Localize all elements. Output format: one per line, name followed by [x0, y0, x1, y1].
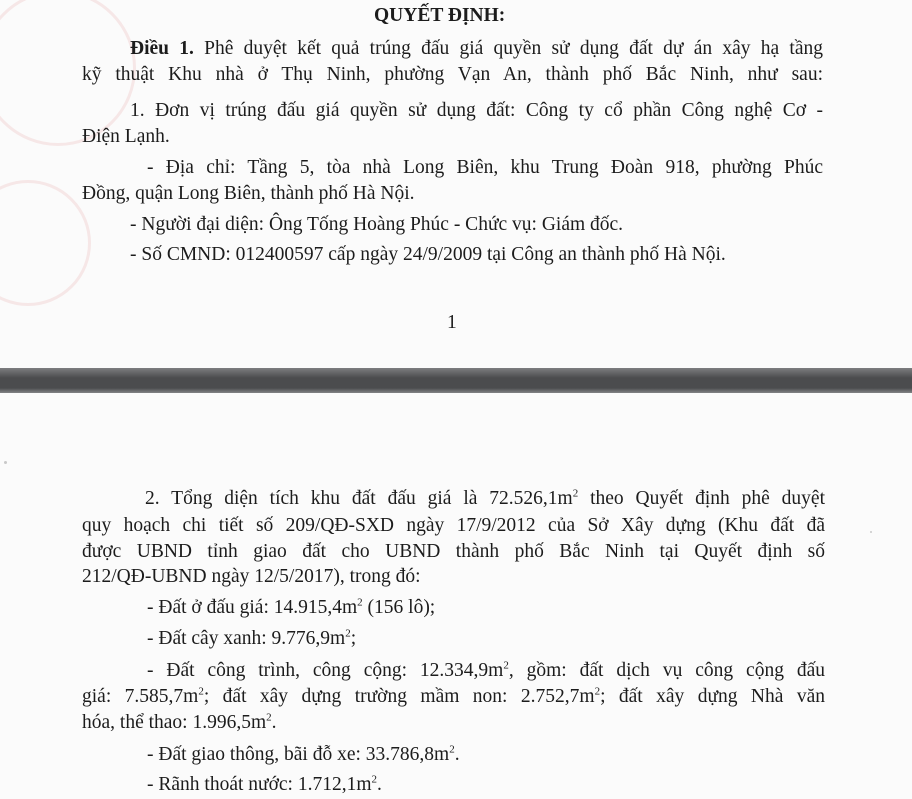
- representative-line: - Người đại diện: Ông Tống Hoàng Phúc - Chức vụ: Giám đốc.: [130, 214, 624, 235]
- item-2-line-2: quy hoạch chi tiết số 209/QĐ-SXD ngày 17/9/2012 của Sở Xây dựng (Khu đất đã: [82, 515, 825, 536]
- drainage-line: - Rãnh thoát nước: $1.712,1m^2$.: [147, 773, 382, 795]
- residential-land-line: - Đất ở đấu giá: $14.915,4m^2$ (156 lô);: [147, 596, 436, 618]
- page-separator: [0, 368, 912, 393]
- faded-red-stamp: [0, 180, 91, 306]
- public-works-line-2: giá: $7.585,7m^2$; đất xây dựng trường mầm non: $2.752,7m^2$; đất xây dựng Nhà văn: [82, 685, 825, 707]
- page-number: 1: [447, 312, 457, 333]
- article-1-line-2: kỹ thuật Khu nhà ở Thụ Ninh, phường Vạn An, thành phố Bắc Ninh, như sau:: [82, 64, 823, 85]
- scan-speck: [4, 461, 7, 464]
- id-card-line: - Số CMND: 012400597 cấp ngày 24/9/2009 tại Công an thành phố Hà Nội.: [130, 244, 726, 265]
- scan-speck: [870, 531, 872, 533]
- public-works-line-3: hóa, thể thao: $1.996,5m^2$.: [82, 711, 277, 733]
- item-1-line-1: 1. Đơn vị trúng đấu giá quyền sử dụng đất: Công ty cổ phần Công nghệ Cơ -: [130, 100, 823, 121]
- traffic-land-line: - Đất giao thông, bãi đỗ xe: $33.786,8m^2$.: [147, 743, 460, 765]
- item-2-line-1: 2. Tổng diện tích khu đất đấu giá là $72.526,1m^2$ theo Quyết định phê duyệt: [145, 487, 825, 509]
- address-line-1: - Địa chỉ: Tầng 5, tòa nhà Long Biên, khu Trung Đoàn 918, phường Phúc: [147, 157, 823, 178]
- article-1-line-1: [130, 37, 823, 61]
- document-page-1: [0, 0, 912, 368]
- item-2-line-3: được UBND tỉnh giao đất cho UBND thành phố Bắc Ninh tại Quyết định số: [82, 541, 825, 562]
- public-works-line-1: - Đất công trình, công cộng: $12.334,9m^2$, gồm: đất dịch vụ công cộng đấu: [147, 659, 826, 681]
- article-1-text: Phê duyệt kết quả trúng đấu giá quyền sử dụng đất dự án xây hạ tầng: [204, 38, 824, 59]
- address-line-2: Đồng, quận Long Biên, thành phố Hà Nội.: [82, 183, 415, 204]
- document-page-2: [0, 393, 912, 799]
- item-1-line-2: Điện Lạnh.: [82, 126, 170, 147]
- greenery-land-line: - Đất cây xanh: $9.776,9m^2$;: [147, 627, 357, 649]
- item-2-line-4: 212/QĐ-UBND ngày 12/5/2017), trong đó:: [82, 566, 421, 587]
- article-1-label: Điều 1.: [130, 38, 194, 59]
- decision-heading: QUYẾT ĐỊNH:: [374, 5, 506, 26]
